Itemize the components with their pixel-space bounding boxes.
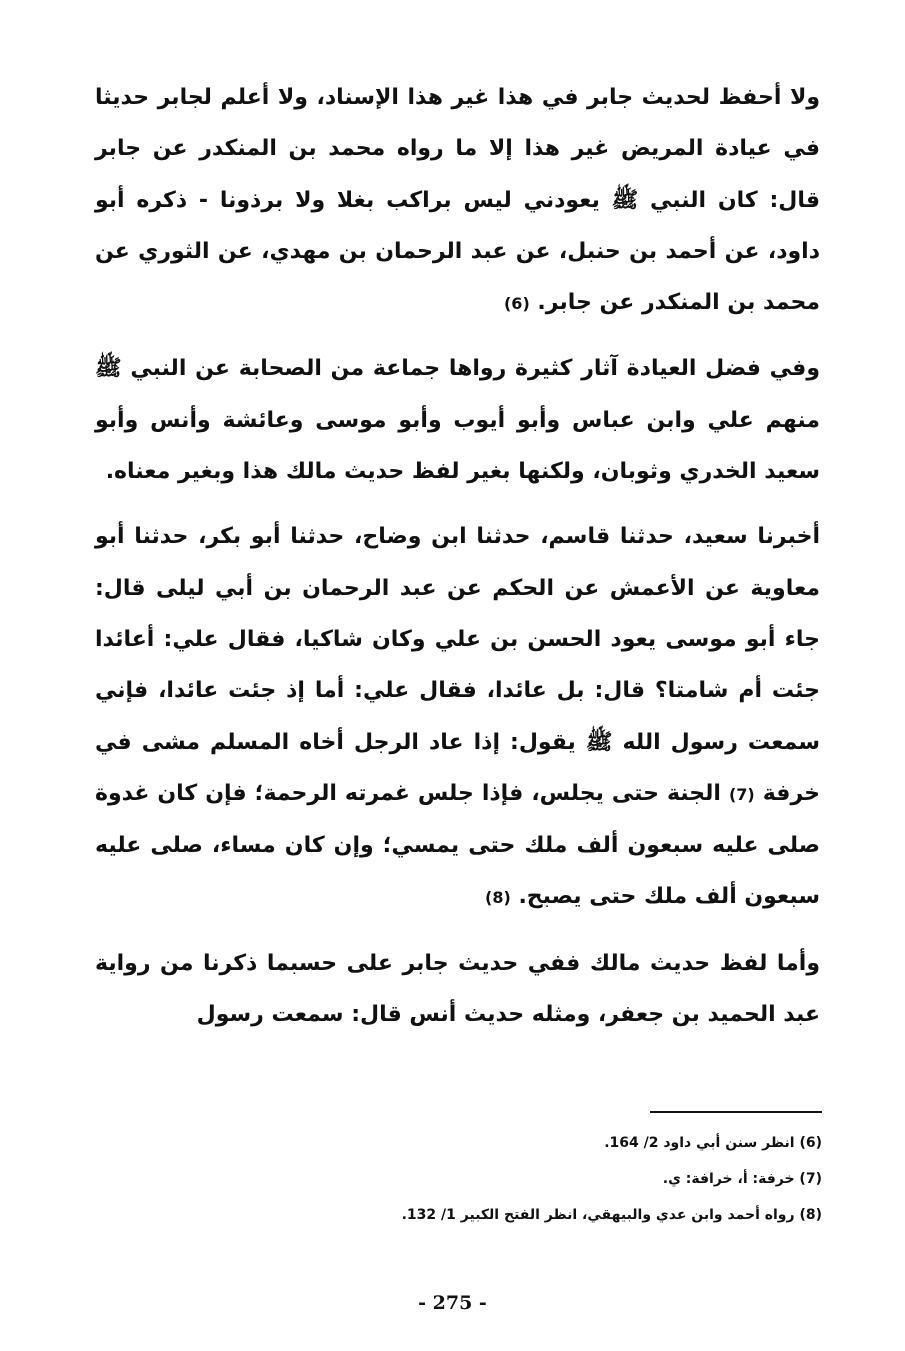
paragraph-4-text: وأما لفظ حديث مالك ففي حديث جابر على حسبما ذكرنا من رواية عبد الحميد بن جعفر، ومثله حديث أنس قال: سمعت رسول [95, 950, 820, 1028]
paragraph-1 [95, 72, 820, 329]
footnote-ref-7: (7) [728, 784, 755, 804]
paragraph-3-text-a: أخبرنا سعيد، حدثنا قاسم، حدثنا ابن وضاح، حدثنا أبو بكر، حدثنا أبو معاوية عن الأعمش عن الحكم عن عبد الرحمان بن أبي ليلى قال: جاء أبو موسى يعود الحسن بن علي وكان شاكيا، فقال علي: أعائدا جئت أم شامتا؟ قال: بل عائدا، فقال علي: أما إذ جئت عائدا، فإني سمعت رسول الله ﷺ يقول: إذا عاد الرجل أخاه المسلم مشى في خرفة [95, 524, 820, 806]
footnote-ref-6: (6) [503, 294, 530, 314]
footnote-ref-8: (8) [485, 888, 511, 908]
paragraph-3 [95, 511, 820, 923]
footnote-separator [650, 1111, 822, 1113]
footnote-7: (7) خرفة: أ، خرافة: ي. [662, 1171, 822, 1187]
paragraph-4 [95, 938, 820, 1041]
main-text [95, 72, 820, 1040]
footnote-8: (8) رواه أحمد وابن عدي والبيهقي، انظر الفتح الكبير 1/ 132. [401, 1207, 822, 1223]
paragraph-1-text: ولا أحفظ لحديث جابر في هذا غير هذا الإسناد، ولا أعلم لجابر حديثا في عيادة المريض غير هذا إلا ما رواه محمد بن المنكدر عن جابر قال: كان النبي ﷺ يعودني ليس براكب بغلا ولا برذونا - ذكره أبو داود، عن أحمد بن حنبل، عن عبد الرحمان بن مهدي، عن الثوري عن محمد بن المنكدر عن جابر. [95, 85, 820, 316]
paragraph-2 [95, 343, 820, 497]
paragraph-3-text-b: الجنة حتى يجلس، فإذا جلس غمرته الرحمة؛ فإن كان غدوة صلى عليه سبعون ألف ملك حتى يمسي؛ وإن كان مساء، صلى عليه سبعون ألف ملك حتى يصبح. [95, 780, 820, 910]
footnotes [300, 1125, 822, 1233]
footnote-6: (6) انظر سنن أبي داود 2/ 164. [604, 1135, 822, 1151]
paragraph-2-text: وفي فضل العيادة آثار كثيرة رواها جماعة من الصحابة عن النبي ﷺ منهم علي وابن عباس وأبو أيوب وأبو موسى وعائشة وأنس وأبو سعيد الخدري وثوبان، ولكنها بغير لفظ حديث مالك هذا وبغير معناه. [95, 356, 820, 485]
page-number: - 275 - [418, 1292, 487, 1314]
